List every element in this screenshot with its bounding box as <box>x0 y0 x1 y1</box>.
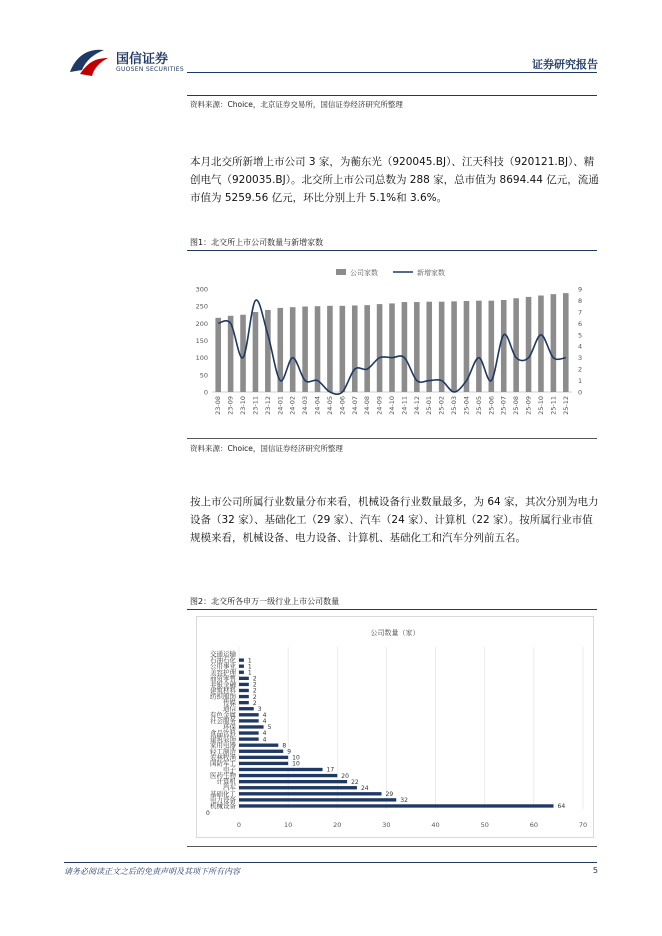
x-tick-label: 24-03 <box>301 396 310 415</box>
x-tick-label: 24-05 <box>325 396 334 415</box>
x-tick-label: 25-03 <box>450 396 459 415</box>
bar-company-count <box>340 306 346 392</box>
x-tick-label: 24-06 <box>338 396 347 415</box>
bar-value-label: 3 <box>257 705 262 713</box>
bar-company-count <box>476 301 482 392</box>
x-tick-label: 25-09 <box>524 396 533 415</box>
x-tick-label: 24-07 <box>350 396 359 415</box>
x-tick-label: 25-02 <box>437 396 446 415</box>
bar-value-label: 17 <box>326 766 335 774</box>
figure-1-bottom-divider <box>187 438 597 439</box>
bar-value-label: 0 <box>206 810 210 817</box>
bar-industry-count <box>239 786 357 789</box>
bar-company-count <box>551 294 557 392</box>
bar-company-count <box>253 312 259 392</box>
bar-industry-count <box>239 695 249 698</box>
x-tick-label: 25-07 <box>499 396 508 415</box>
bar-value-label: 1 <box>247 657 252 665</box>
y-left-tick-label: 200 <box>195 319 208 328</box>
y-left-tick-label: 100 <box>195 354 208 363</box>
y-right-tick-label: 0 <box>578 388 583 397</box>
bar-company-count <box>327 306 333 392</box>
legend-label-bars: 公司家数 <box>350 269 378 277</box>
listing-count-chart <box>188 255 598 435</box>
logo-text-cn: 国信证券 <box>116 52 169 67</box>
bar-industry-count <box>239 689 249 692</box>
figure-1-source: 资料来源：Choice，国信证券经济研究所整理 <box>190 444 343 453</box>
x-tick-label: 25-06 <box>487 396 496 415</box>
bar-industry-count <box>239 780 347 783</box>
report-title: 证券研究报告 <box>532 58 598 71</box>
bar-company-count <box>513 298 519 392</box>
y-right-tick-label: 3 <box>578 354 583 363</box>
x-tick-label: 25-08 <box>512 396 521 415</box>
category-label: 纺织服饰 <box>210 692 236 701</box>
bar-value-label: 10 <box>292 754 300 762</box>
bar-industry-count <box>239 658 244 661</box>
x-tick-label: 30 <box>382 821 391 829</box>
y-right-tick-label: 6 <box>578 319 583 328</box>
x-tick-label: 24-02 <box>288 396 297 415</box>
bar-value-label: 1 <box>247 669 252 677</box>
x-tick-label: 24-12 <box>412 396 421 415</box>
industry-count-chart <box>197 617 593 837</box>
category-label: 环保 <box>223 722 236 731</box>
bar-value-label: 8 <box>282 742 287 750</box>
bar-industry-count <box>239 756 288 759</box>
bar-industry-count <box>239 731 259 734</box>
x-tick-label: 25-12 <box>561 396 570 415</box>
bar-value-label: 22 <box>351 778 359 786</box>
bar-value-label: 1 <box>247 663 252 671</box>
header-divider <box>187 72 597 73</box>
x-tick-label: 24-04 <box>313 396 322 415</box>
category-label: 轻工制造 <box>210 747 236 756</box>
bar-industry-count <box>239 671 244 674</box>
bar-company-count <box>439 302 445 392</box>
category-label: 建筑装饰 <box>210 735 236 744</box>
bar-industry-count <box>239 719 259 722</box>
figure-2-bottom-divider <box>187 846 597 847</box>
category-label: 传媒 <box>223 698 236 707</box>
bar-industry-count <box>239 750 283 753</box>
bar-company-count <box>389 303 395 392</box>
figure-1-divider <box>187 250 597 251</box>
x-tick-label: 20 <box>333 821 342 829</box>
bar-value-label: 2 <box>252 675 257 683</box>
x-tick-label: 25-04 <box>462 396 471 415</box>
y-left-tick-label: 250 <box>195 302 208 311</box>
bar-industry-count <box>239 707 254 710</box>
y-right-tick-label: 2 <box>578 365 583 374</box>
bar-industry-count <box>239 744 278 747</box>
category-label: 基础化工 <box>210 789 236 798</box>
x-tick-label: 23-12 <box>263 396 272 415</box>
category-label: 计算机 <box>216 777 236 786</box>
bar-value-label: 2 <box>252 687 257 695</box>
bar-industry-count <box>239 701 249 704</box>
bar-company-count <box>377 304 383 392</box>
bar-industry-count <box>239 798 396 801</box>
category-label: 电子 <box>223 765 236 774</box>
bar-industry-count <box>239 713 259 716</box>
bar-company-count <box>290 307 296 392</box>
x-tick-label: 23-08 <box>214 396 223 415</box>
x-tick-label: 60 <box>529 821 538 829</box>
bar-value-label: 9 <box>287 748 292 756</box>
category-label: 美容护理 <box>210 668 236 677</box>
category-label: 通信 <box>223 704 236 713</box>
x-tick-label: 10 <box>284 821 293 829</box>
x-tick-label: 24-08 <box>363 396 372 415</box>
category-label: 国防军工 <box>210 759 236 768</box>
x-tick-label: 25-10 <box>536 396 545 415</box>
figure-2-title: 图2：北交所各申万一级行业上市公司数量 <box>190 597 340 606</box>
category-label: 食品饮料 <box>210 729 236 738</box>
x-tick-label: 23-10 <box>239 396 248 415</box>
category-label: 社会服务 <box>210 716 236 725</box>
bar-value-label: 2 <box>252 699 257 707</box>
bar-company-count <box>315 306 321 392</box>
bar-value-label: 32 <box>400 797 408 805</box>
category-label: 汽车 <box>223 783 236 792</box>
bar-company-count <box>526 297 532 392</box>
x-tick-label: 23-11 <box>251 396 260 415</box>
bar-value-label: 2 <box>252 681 257 689</box>
bar-industry-count <box>239 792 382 795</box>
guosen-logo <box>66 46 186 78</box>
figure-2-chart <box>196 616 594 838</box>
bar-company-count <box>352 305 358 392</box>
x-tick-label: 25-11 <box>549 396 558 415</box>
x-tick-label: 24-09 <box>375 396 384 415</box>
y-left-tick-label: 150 <box>195 337 208 345</box>
y-right-tick-label: 1 <box>578 377 583 386</box>
x-tick-label: 40 <box>431 821 440 829</box>
y-right-tick-label: 9 <box>578 285 583 294</box>
bar-value-label: 4 <box>262 718 267 726</box>
x-tick-label: 23-09 <box>226 396 235 415</box>
bar-industry-count <box>239 768 323 771</box>
category-label: 家用电器 <box>210 741 236 750</box>
x-tick-label: 24-01 <box>276 396 285 415</box>
bar-industry-count <box>239 774 337 777</box>
bar-value-label: 4 <box>262 736 267 744</box>
bar-company-count <box>538 296 544 392</box>
footer-divider <box>64 862 597 863</box>
bar-value-label: 5 <box>267 724 272 732</box>
x-tick-label: 24-11 <box>400 396 409 415</box>
figure-1-chart <box>188 255 598 435</box>
bar-value-label: 4 <box>262 712 267 720</box>
bar-value-label: 20 <box>341 772 349 780</box>
category-label: 交通运输 <box>210 650 236 659</box>
bar-industry-count <box>239 762 288 765</box>
y-right-tick-label: 4 <box>578 342 583 351</box>
source-note-top: 资料来源：Choice，北京证券交易所，国信证券经济研究所整理 <box>190 100 403 109</box>
figure-2-divider <box>187 609 597 610</box>
bar-company-count <box>563 293 569 392</box>
logo-text-en: GUOSEN SECURITIES <box>116 66 185 73</box>
bar-value-label: 64 <box>557 803 566 811</box>
bar-value-label: 2 <box>252 693 257 701</box>
category-label: 石油石化 <box>210 656 236 665</box>
category-label: 建筑材料 <box>210 686 236 695</box>
x-tick-label: 25-05 <box>474 396 483 415</box>
bar-company-count <box>501 300 507 392</box>
bar-value-label: 10 <box>292 760 300 768</box>
legend-label-line: 新增家数 <box>417 269 445 277</box>
y-left-tick-label: 300 <box>195 285 208 294</box>
x-tick-label: 24-10 <box>388 396 396 415</box>
x-tick-label: 50 <box>480 821 489 829</box>
bar-industry-count <box>239 665 244 668</box>
category-label: 农林牧渔 <box>210 753 236 762</box>
y-right-tick-label: 8 <box>578 296 583 305</box>
category-label: 机械设备 <box>210 801 236 810</box>
bar-company-count <box>451 301 457 392</box>
bar-company-count <box>426 302 432 392</box>
chart-2-title: 公司数量（家） <box>370 629 420 637</box>
footer-disclaimer: 请务必阅读正文之后的免责声明及其项下所有内容 <box>64 867 240 876</box>
category-label: 电力设备 <box>210 795 236 804</box>
bar-company-count <box>265 310 271 392</box>
bar-company-count <box>215 318 221 392</box>
bar-industry-count <box>239 725 264 728</box>
source-divider <box>187 95 597 96</box>
category-label: 非银金融 <box>210 680 236 689</box>
x-tick-label: 25-01 <box>425 396 434 415</box>
bar-industry-count <box>239 804 554 807</box>
page-number: 5 <box>592 866 598 875</box>
figure-1-title: 图1：北交所上市公司数量与新增家数 <box>190 238 324 247</box>
paragraph-industries: 按上市公司所属行业数量分布来看，机械设备行业数量最多，为 64 家，其次分别为电力设备（32 家）、基础化工（29 家）、汽车（24 家）、计算机（22 家）。按所属行业市值规模来看，机械设备、电力设备、计算机、基础化工和汽车分列前五名。 <box>190 496 599 544</box>
category-label: 医药生物 <box>210 771 236 780</box>
bar-company-count <box>364 305 370 392</box>
bar-value-label: 24 <box>360 784 369 792</box>
category-label: 公用事业 <box>210 662 236 671</box>
x-tick-label: 70 <box>578 821 588 829</box>
guosen-logo-icon <box>66 46 110 78</box>
x-tick-label: 0 <box>236 821 242 829</box>
legend-swatch-bars <box>336 269 346 275</box>
bar-value-label: 4 <box>262 730 267 738</box>
y-right-tick-label: 7 <box>578 308 583 317</box>
bar-industry-count <box>239 737 259 740</box>
category-label: 有色金属 <box>210 710 236 719</box>
y-right-tick-label: 5 <box>578 331 583 340</box>
paragraph-listings: 本月北交所新增上市公司 3 家，为蘅东光（920045.BJ）、江天科技（920121.BJ）、精创电气（920035.BJ）。北交所上市公司总数为 288 家，总市值为 8694.44 亿元，流通市值为 5259.56 亿元，环比分别上升 5.1%和 3.6%。 <box>190 156 599 204</box>
y-left-tick-label: 50 <box>199 371 208 380</box>
bar-industry-count <box>239 677 249 680</box>
bar-industry-count <box>239 683 249 686</box>
y-left-tick-label: 0 <box>203 388 208 397</box>
bar-company-count <box>402 302 408 392</box>
category-label: 商贸零售 <box>210 674 236 683</box>
bar-value-label: 29 <box>385 791 394 799</box>
